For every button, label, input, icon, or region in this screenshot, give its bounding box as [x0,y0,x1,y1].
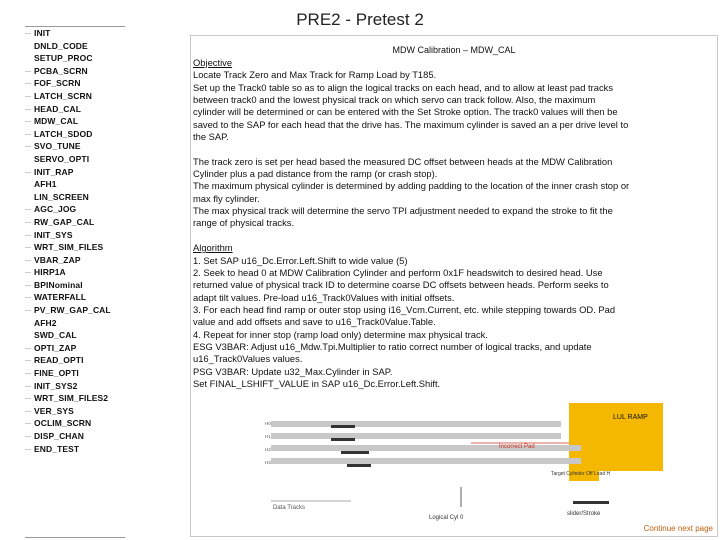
algorithm-line: 3. For each head find ramp or outer stop using i16_Vcm.Current, etc. while stepping towards OD. Pad [193,303,616,315]
tree-connector: ... [25,381,32,389]
objective-line: the SAP. [193,131,229,143]
sidebar-item-label: FOF_SCRN [34,78,81,89]
sidebar-item-init-sys2[interactable] [25,380,125,393]
slide-title: PRE2 - Pretest 2 [296,10,424,29]
sidebar-item-afh2[interactable] [25,317,125,330]
sidebar-item-label: INIT_SYS2 [34,380,78,391]
head-label-3: H3 [265,460,271,465]
data-tracks-label: Data Tracks [273,505,306,511]
sidebar-item-label: SETUP_PROC [34,53,93,64]
sidebar-item-svo-tune[interactable] [25,140,125,153]
ramp-label [613,414,648,421]
algorithm-line: 2. Seek to head 0 at MDW Calibration Cylinder and perform 0x1F headswitch to desired head. Use [193,266,603,278]
sidebar-item-label: OPTI_ZAP [34,342,77,353]
continue-note: Continue next page [643,524,713,533]
sidebar-item-label: AFH1 [34,179,57,190]
sidebar-item-label: FINE_OPTI [34,368,79,379]
detail-line: The max physical track will determine the servo TPI adjustment needed to expand the stroke to fit the [193,205,613,217]
sidebar-item-label: WATERFALL [34,292,87,303]
sidebar-item-label: VER_SYS [34,405,74,416]
logical-cyl-label: Logical Cyl 0 [429,515,464,521]
sidebar-item-label: MDW_CAL [34,116,79,127]
sidebar-item-label: LATCH_SCRN [34,90,92,101]
tree-connector: ... [25,117,32,125]
head-label-2: H2 [265,447,271,452]
sidebar-item-afh1[interactable] [25,178,125,191]
head-label-0: H0 [265,421,271,426]
algorithm-heading: Algorithm [193,242,233,254]
sidebar-item-fine-opti[interactable] [25,367,125,380]
tree-connector: ... [25,129,32,137]
sidebar-item-label: VBAR_ZAP [34,254,81,265]
description-text [193,57,711,390]
ramp-label-text: LUL RAMP [613,414,648,421]
sidebar-item-latch-scrn[interactable] [25,90,125,103]
track-bar-h0 [271,421,561,427]
tree-connector: ... [25,406,32,414]
sidebar-item-label: SERVO_OPTI [34,153,90,164]
sidebar-item-servo-opti[interactable] [25,153,125,166]
tree-connector: ... [25,217,32,225]
track-diagram [251,403,691,523]
sidebar-item-label: BPINominal [34,279,83,290]
objective-line: between track0 and the lowest physical track on which servo can track follow. Also, the maximum [193,94,596,106]
detail-line: max fly cylinder. [193,192,260,204]
sidebar-item-dnld-code[interactable] [25,40,125,53]
tree-connector: ... [25,394,32,402]
algorithm-line: adapt tilt values. Pre-load u16_Track0Values with initial offsets. [193,291,455,303]
tree-connector: ... [25,91,32,99]
sidebar-item-bpinominal[interactable] [25,279,125,292]
sidebar-item-wrt-sim-files[interactable] [25,241,125,254]
sidebar-item-swd-cal[interactable] [25,329,125,342]
sidebar-item-label: END_TEST [34,443,80,454]
sidebar-item-pv-rw-gap-cal[interactable] [25,304,125,317]
objective-heading: Objective [193,57,233,68]
head-marker-2 [341,451,369,454]
sidebar-item-end-test[interactable] [25,443,125,456]
sidebar-item-label: PCBA_SCRN [34,65,88,76]
sidebar-item-mdw-cal[interactable] [25,115,125,128]
tree-connector: ... [25,444,32,452]
tree-connector: ... [25,243,32,251]
objective-line: Locate Track Zero and Max Track for Ramp Load by T185. [193,69,437,81]
tree-connector: ... [25,167,32,175]
track-bar-h3 [271,458,581,464]
test-sequence-sidebar [25,26,125,538]
sidebar-item-label: LATCH_SDOD [34,128,93,139]
algorithm-line: 4. Repeat for inner stop (ramp load only) determine max physical track. [193,328,488,340]
tree-connector: ... [25,432,32,439]
sidebar-item-disp-chan[interactable] [25,430,125,443]
objective-block [193,69,711,143]
head-label-1: H1 [265,434,271,439]
stroke-marker [573,501,609,504]
head-marker-1 [331,438,355,441]
detail-line: range of physical tracks. [193,217,295,229]
sidebar-item-label: LIN_SCREEN [34,191,89,202]
track-bar-h1 [271,433,561,439]
panel-title: MDW Calibration – MDW_CAL [392,45,516,55]
objective-line: saved to the SAP for each head that the drive has. The maximum cylinder is saved an a per drive level to [193,118,629,130]
sidebar-item-waterfall[interactable] [25,291,125,304]
algorithm-line: ESG V3BAR: Adjust u16_Mdw.Tpi.Multiplier to ratio correct number of logical tracks, and update [193,340,592,352]
sidebar-item-init-sys[interactable] [25,229,125,242]
algorithm-block [193,255,711,391]
sidebar-item-label: RW_GAP_CAL [34,216,95,227]
head-marker-3 [347,464,371,467]
cylinder-label: Target Cylinder Off Load H [551,471,611,477]
tree-connector: ... [25,419,32,427]
sidebar-item-init-rap[interactable] [25,166,125,179]
sidebar-item-head-cal[interactable] [25,103,125,116]
tree-connector: ... [25,343,32,351]
algorithm-line: Set FINAL_LSHIFT_VALUE in SAP u16_Dc.Error.Left.Shift. [193,377,441,389]
algorithm-line: value and add offsets and save to u16_Track0Value.Table. [193,316,436,328]
sidebar-item-label: PV_RW_GAP_CAL [34,305,111,316]
sidebar-item-label: SWD_CAL [34,330,77,341]
tree-connector: ... [25,230,32,238]
sidebar-item-label: READ_OPTI [34,355,84,366]
sidebar-item-pcba-scrn[interactable] [25,65,125,78]
tree-connector: ... [25,255,32,263]
tree-connector: ... [25,66,32,74]
sidebar-item-label: WRT_SIM_FILES2 [34,393,109,404]
detail-block [193,156,711,230]
sidebar-item-label: INIT_RAP [34,166,74,177]
tree-connector: ... [25,356,32,364]
sidebar-item-read-opti[interactable] [25,354,125,367]
objective-line: cylinder will be determined or can be entered with the Set Stroke option. The track0 values will then be [193,106,618,118]
algorithm-line: 1. Set SAP u16_Dc.Error.Left.Shift to wide value (5) [193,254,408,266]
tree-connector: ... [25,142,32,150]
sidebar-item-label: INIT [34,28,51,38]
sidebar-item-label: AFH2 [34,317,57,328]
sidebar-item-init[interactable] [25,27,125,40]
tree-connector: ... [25,79,32,87]
objective-line: Set up the Track0 table so as to align the logical tracks on each head, and to allow at least pad tracks [193,81,614,93]
sidebar-item-label: HIRP1A [34,267,66,278]
sidebar-item-setup-proc[interactable] [25,52,125,65]
detail-line: The track zero is set per head based the measured DC offset between heads at the MDW Calibration [193,155,613,167]
sidebar-item-latch-sdod[interactable] [25,128,125,141]
detail-line: The maximum physical cylinder is determined by adding padding to the location of the inner crash stop or [193,180,630,192]
tree-connector: ... [25,205,32,213]
sidebar-item-wrt-sim-files2[interactable] [25,392,125,405]
sidebar-item-label: INIT_SYS [34,229,73,240]
tree-connector: ... [25,306,32,314]
sidebar-item-agc-jog[interactable] [25,203,125,216]
tree-connector: ... [25,280,32,288]
sidebar-item-label: HEAD_CAL [34,103,82,114]
algorithm-line: PSG V3BAR: Update u32_Max.Cylinder in SAP. [193,365,393,377]
sidebar-item-label: AGC_JOG [34,204,77,215]
tree-connector: ... [25,29,32,36]
detail-line: Cylinder plus a pad distance from the ramp (or crash stop). [193,168,438,180]
tree-connector: ... [25,104,32,112]
tree-connector: ... [25,293,32,301]
sidebar-item-label: OCLIM_SCRN [34,418,92,429]
sidebar-item-ver-sys[interactable] [25,405,125,418]
stroke-label: slider/Stroke [567,511,601,517]
content-panel [190,35,718,537]
tree-connector: ... [25,369,32,377]
sidebar-item-label: WRT_SIM_FILES [34,242,104,253]
sidebar-item-vbar-zap[interactable] [25,254,125,267]
algorithm-line: u16_Track0Values values. [193,353,303,365]
pad-label: Incorrect Pad [499,444,535,450]
sidebar-item-rw-gap-cal[interactable] [25,216,125,229]
sidebar-item-oclim-scrn[interactable] [25,417,125,430]
sidebar-item-opti-zap[interactable] [25,342,125,355]
sidebar-item-fof-scrn[interactable] [25,77,125,90]
sidebar-item-label: DISP_CHAN [34,431,85,441]
sidebar-item-label: SVO_TUNE [34,141,81,152]
sidebar-item-lin-screen[interactable] [25,191,125,204]
sidebar-item-hirp1a[interactable] [25,266,125,279]
tree-connector: ... [25,268,32,276]
sidebar-item-label: DNLD_CODE [34,40,88,51]
algorithm-line: returned value of physical track ID to determine coarse DC offsets between heads. Perform seeks to [193,279,609,291]
head-marker-0 [331,425,355,428]
